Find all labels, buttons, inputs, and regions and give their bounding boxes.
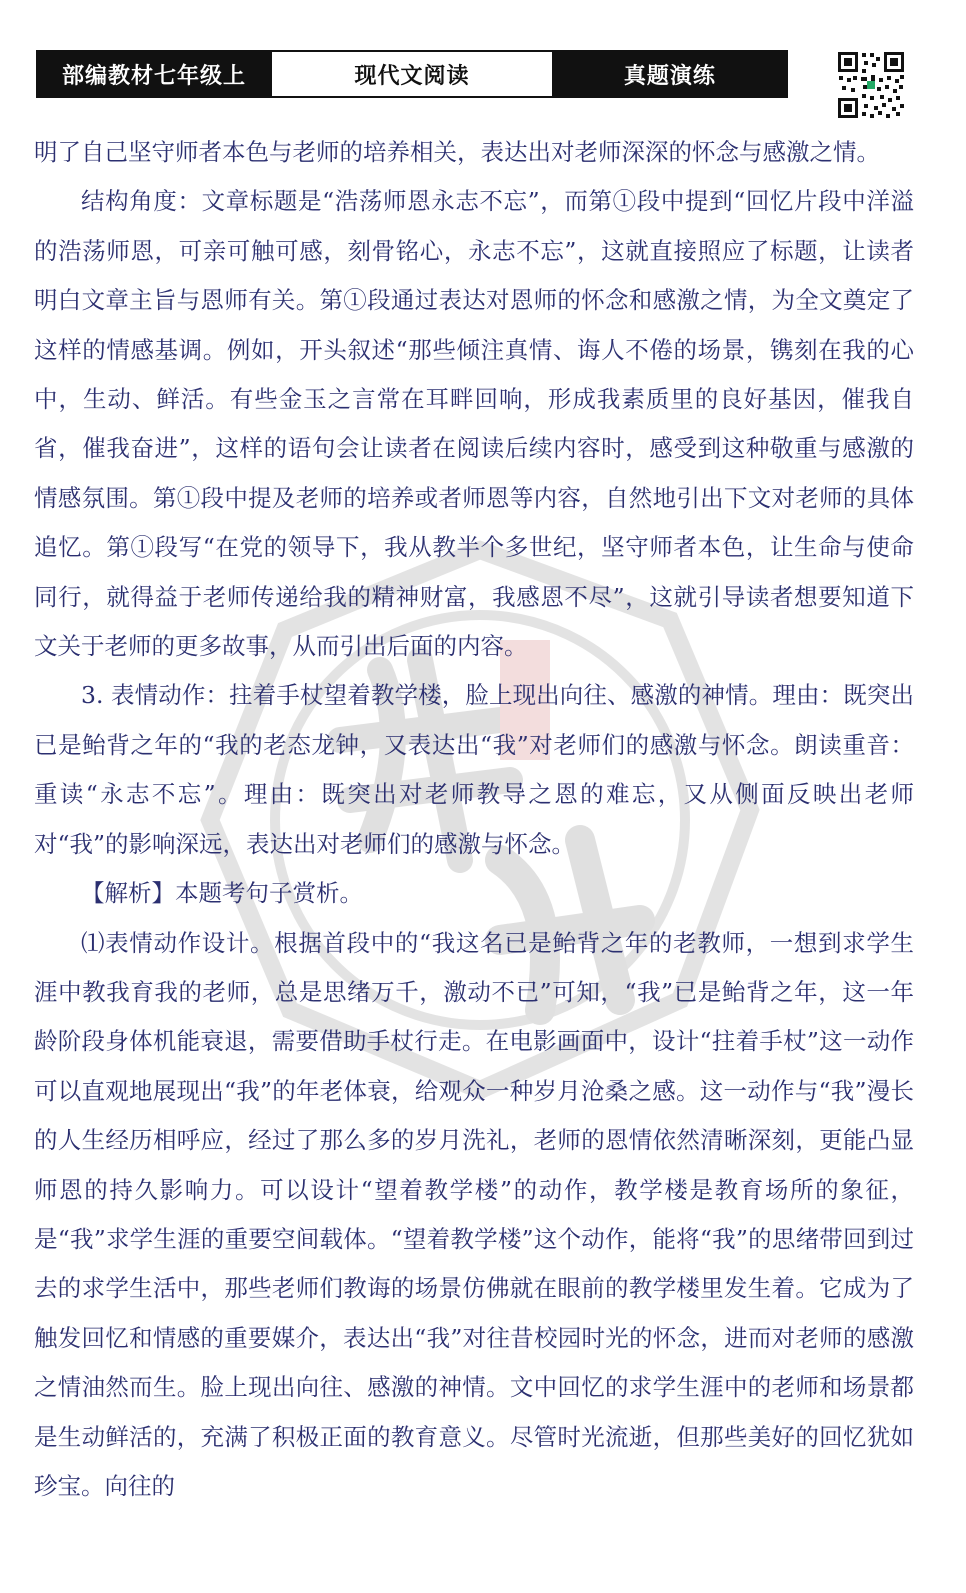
header-grade-label: 部编教材七年级上 [38,52,270,96]
paragraph-answer-3: 3. 表情动作：拄着手杖望着教学楼，脸上现出向往、感激的神情。理由：既突出已是鲐背之年的“我的老态龙钟，又表达出“我”对老师们的感激与怀念。朗读重音：重读“永志不忘”。理由：既突出对老师教导之恩的难忘，又从侧面反映出老师对“我”的影响深远，表达出对老师们的感激与怀念。 [34,681,914,858]
qr-code-icon [836,50,906,120]
header-subject-label: 现代文阅读 [270,52,554,96]
header-section-label: 真题演练 [554,52,786,96]
header-bar [36,50,788,98]
document-body [34,128,914,1511]
paragraph-action-design: ⑴表情动作设计。根据首段中的“我这名已是鲐背之年的老教师，一想到求学生涯中教我育我的老师，总是思绪万千，激动不已”可知，“我”已是鲐背之年，这一年龄阶段身体机能衰退，需要借助手杖行走。在电影画面中，设计“拄着手杖”这一动作可以直观地展现出“我”的年老体衰，给观众一种岁月沧桑之感。这一动作与“我”漫长的人生经历相呼应，经过了那么多的岁月洗礼，老师的恩情依然清晰深刻，更能凸显师恩的持久影响力。可以设计“望着教学楼”的动作，教学楼是教育场所的象征，是“我”求学生涯的重要空间载体。“望着教学楼”这个动作，能将“我”的思绪带回到过去的求学生活中，那些老师们教诲的场景仿佛就在眼前的教学楼里发生着。它成为了触发回忆和情感的重要媒介，表达出“我”对往昔校园时光的怀念，进而对老师的感激之情油然而生。脸上现出向往、感激的神情。文中回忆的求学生涯中的老师和场景都是生动鲜活的，充满了积极正面的教育意义。尽管时光流逝，但那些美好的回忆犹如珍宝。向往的 [34,928,914,1500]
paragraph-analysis-heading: 【解析】本题考句子赏析。 [81,879,363,908]
paragraph-structure-analysis: 结构角度：文章标题是“浩荡师恩永志不忘”，而第①段中提到“回忆片段中洋溢的浩荡师恩，可亲可触可感，刻骨铭心，永志不忘”，这就直接照应了标题，让读者明白文章主旨与恩师有关。第①段通过表达对恩师的怀念和感激之情，为全文奠定了这样的情感基调。例如，开头叙述“那些倾注真情、诲人不倦的场景，镌刻在我的心中，生动、鲜活。有些金玉之言常在耳畔回响，形成我素质里的良好基因，催我自省，催我奋进”，这样的语句会让读者在阅读后续内容时，感受到这种敬重与感激的情感氛围。第①段中提及老师的培养或者师恩等内容，自然地引出下文对老师的具体追忆。第①段写“在党的领导下，我从教半个多世纪，坚守师者本色，让生命与使命同行，就得益于老师传递给我的精神财富，我感恩不尽”，这就引导读者想要知道下文关于老师的更多故事，从而引出后面的内容。 [34,187,914,661]
paragraph-continuation: 明了自己坚守师者本色与老师的培养相关，表达出对老师深深的怀念与感激之情。 [34,138,880,166]
